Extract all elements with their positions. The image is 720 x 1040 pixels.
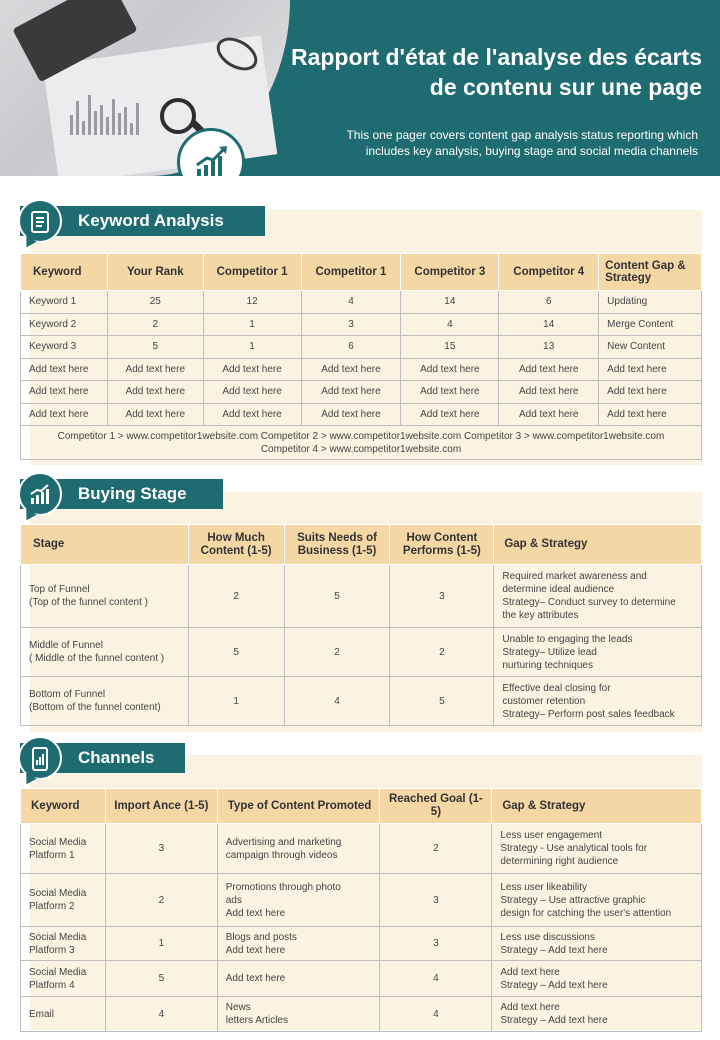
channels-section-header: Channels: [20, 743, 185, 773]
keyword-section-header: Keyword Analysis: [20, 206, 265, 236]
table-cell: 3: [390, 565, 494, 628]
header-banner: [0, 0, 720, 176]
table-cell: 3: [380, 927, 492, 961]
table-cell: Add text here: [499, 358, 599, 381]
table-cell: 3: [301, 313, 401, 336]
channel-cell: [21, 997, 106, 1032]
gap-cell: [492, 927, 702, 961]
gap-line: Effective deal closing for: [502, 682, 611, 694]
col-header: Type of Content Promoted: [217, 789, 380, 824]
footer-line: Competitor 4 > www.competitor1website.com: [260, 443, 462, 455]
type-line: campaign through videos: [225, 849, 338, 861]
table-cell: Add text here: [203, 358, 301, 381]
table-cell: Keyword 3: [21, 336, 108, 359]
table-row: [21, 927, 702, 961]
table-cell: Add text here: [499, 381, 599, 404]
channel-line: Platform 4: [29, 979, 75, 991]
buying-section-icon: [18, 472, 62, 516]
table-cell: 2: [107, 313, 203, 336]
gap-line: Strategy– Conduct survey to determine: [502, 597, 676, 608]
stage-cell: [21, 677, 189, 726]
table-cell: 2: [188, 565, 284, 628]
growth-chart-icon: [29, 483, 51, 505]
col-header: Suits Needs of Business (1-5): [284, 525, 390, 565]
gap-cell: [492, 997, 702, 1032]
table-cell: 5: [107, 336, 203, 359]
table-cell: 15: [401, 336, 499, 359]
gap-line: Strategy – Add text here: [500, 979, 608, 991]
keyword-table-header: [21, 254, 702, 291]
table-cell: Add text here: [21, 403, 108, 426]
checklist-icon: [29, 210, 51, 234]
stage-name: Top of Funnel: [29, 584, 90, 595]
table-row: [21, 824, 702, 874]
type-line: letters Articles: [225, 1015, 288, 1026]
channel-line: Social Media: [29, 966, 87, 978]
type-line: Advertising and marketing: [225, 836, 342, 848]
col-header: Competitor 1: [301, 254, 401, 291]
gap-line: Less user engagement: [500, 830, 603, 841]
competitor-footer: [21, 426, 702, 460]
table-cell: 2: [390, 628, 494, 677]
table-cell: 4: [380, 961, 492, 997]
stage-desc: (Bottom of the funnel content): [29, 702, 161, 713]
gap-line: Strategy - Use analytical tools for: [500, 843, 648, 854]
channel-line: Platform 3: [29, 944, 75, 956]
col-header: Import Ance (1-5): [105, 789, 217, 824]
table-cell: Add text here: [401, 358, 499, 381]
gap-line: design for catching the user's attention: [500, 907, 672, 919]
table-cell: Add text here: [401, 403, 499, 426]
gap-cell: [492, 824, 702, 874]
table-cell: 12: [203, 291, 301, 314]
buying-table-header: [21, 525, 702, 565]
table-cell: Add text here: [21, 381, 108, 404]
footer-line: Competitor 1 > www.competitor1website.com Competitor 2 > www.competitor1website.com Competitor 3 > www.competitor1website.com: [57, 430, 665, 442]
table-cell: Add text here: [107, 403, 203, 426]
type-cell: [217, 874, 380, 927]
channel-cell: [21, 927, 106, 961]
col-header: Reached Goal (1-5): [380, 789, 492, 824]
gap-cell: [494, 565, 702, 628]
table-cell: 13: [499, 336, 599, 359]
gap-line: nurturing techniques: [502, 659, 593, 671]
col-header: Your Rank: [107, 254, 203, 291]
table-cell: 6: [301, 336, 401, 359]
competitor-footer-row: [21, 426, 702, 460]
gap-line: Add text here: [500, 1002, 560, 1013]
channel-line: Platform 1: [29, 849, 75, 861]
stage-cell: [21, 628, 189, 677]
type-line: ads: [225, 894, 242, 906]
table-cell: Updating: [599, 291, 702, 314]
channels-table: [20, 788, 702, 1032]
channel-line: Email: [29, 1008, 55, 1020]
mobile-chart-icon: [29, 747, 51, 771]
channels-table-header: [21, 789, 702, 824]
col-header: Keyword: [21, 789, 106, 824]
table-cell: 1: [203, 336, 301, 359]
gap-line: Required market awareness and: [502, 571, 647, 582]
buying-stage-table: [20, 524, 702, 726]
table-cell: 4: [284, 677, 390, 726]
table-row: [21, 403, 702, 426]
channel-line: Social Media: [29, 888, 87, 899]
gap-line: determining right audience: [500, 856, 619, 867]
gap-line: Less use discussions: [500, 931, 595, 943]
table-cell: Add text here: [107, 358, 203, 381]
type-line: News: [225, 1002, 251, 1013]
table-cell: 3: [105, 824, 217, 874]
table-row: [21, 628, 702, 677]
header-photo: [0, 0, 290, 176]
table-row: [21, 381, 702, 404]
table-cell: 1: [105, 927, 217, 961]
type-line: Blogs and posts: [225, 931, 297, 943]
channel-line: Platform 2: [29, 901, 75, 912]
table-cell: 1: [203, 313, 301, 336]
table-cell: 5: [188, 628, 284, 677]
table-cell: Add text here: [21, 358, 108, 381]
col-header: Competitor 4: [499, 254, 599, 291]
col-header: Gap & Strategy: [492, 789, 702, 824]
table-cell: 4: [301, 291, 401, 314]
gap-cell: [494, 677, 702, 726]
table-cell: Merge Content: [599, 313, 702, 336]
table-row: [21, 961, 702, 997]
table-cell: 6: [499, 291, 599, 314]
col-header: How Content Performs (1-5): [390, 525, 494, 565]
table-row: [21, 336, 702, 359]
table-row: [21, 358, 702, 381]
page-title: Rapport d'état de l'analyse des écarts de contenu sur une page: [290, 44, 702, 100]
stage-name: Middle of Funnel: [29, 640, 103, 651]
buying-section-header: Buying Stage: [20, 479, 223, 509]
table-cell: Keyword 1: [21, 291, 108, 314]
col-header: Gap & Strategy: [494, 525, 702, 565]
stage-name: Bottom of Funnel: [29, 689, 106, 700]
table-cell: Add text here: [107, 381, 203, 404]
type-cell: [217, 927, 380, 961]
table-cell: 2: [105, 874, 217, 927]
gap-line: customer retention: [502, 695, 586, 707]
type-line: Add text here: [225, 944, 286, 956]
table-row: [21, 874, 702, 927]
channel-line: Social Media: [29, 931, 87, 943]
page-subtitle: This one pager covers content gap analysis status reporting which includes key analysis, buying stage and social media channels: [346, 128, 698, 158]
keyword-section-icon: [18, 199, 62, 243]
table-cell: 14: [401, 291, 499, 314]
gap-cell: [492, 961, 702, 997]
table-row: [21, 291, 702, 314]
table-cell: Add text here: [401, 381, 499, 404]
table-cell: Add text here: [301, 403, 401, 426]
type-cell: [217, 824, 380, 874]
table-cell: 4: [105, 997, 217, 1032]
gap-line: Strategy – Add text here: [500, 1015, 608, 1026]
type-cell: [217, 997, 380, 1032]
stage-desc: ( Middle of the funnel content ): [29, 653, 165, 664]
gap-line: Less user likeability: [500, 881, 588, 893]
table-row: [21, 313, 702, 336]
col-header: Keyword: [21, 254, 108, 291]
table-cell: 5: [284, 565, 390, 628]
table-cell: Add text here: [203, 403, 301, 426]
channel-cell: [21, 961, 106, 997]
table-cell: Add text here: [599, 381, 702, 404]
channel-cell: [21, 874, 106, 927]
gap-line: the key attributes: [502, 610, 579, 621]
table-cell: Add text here: [599, 358, 702, 381]
gap-cell: [492, 874, 702, 927]
col-header: Competitor 1: [203, 254, 301, 291]
table-cell: Add text here: [599, 403, 702, 426]
type-line: Add text here: [225, 907, 286, 919]
gap-line: Add text here: [500, 966, 560, 978]
table-cell: Add text here: [301, 358, 401, 381]
table-cell: Keyword 2: [21, 313, 108, 336]
table-cell: 3: [380, 874, 492, 927]
channel-cell: [21, 824, 106, 874]
magnifier-icon: [160, 98, 196, 134]
growth-chart-icon: [195, 145, 229, 176]
stage-cell: [21, 565, 189, 628]
table-cell: 14: [499, 313, 599, 336]
keyword-table: [20, 253, 702, 460]
type-line: Add text here: [225, 973, 286, 984]
table-cell: Add text here: [203, 381, 301, 404]
table-cell: 1: [188, 677, 284, 726]
col-header: Content Gap & Strategy: [599, 254, 702, 291]
table-cell: 4: [401, 313, 499, 336]
channels-section-icon: [18, 736, 62, 780]
gap-line: determine ideal audience: [502, 584, 615, 595]
table-row: [21, 677, 702, 726]
type-line: Promotions through photo: [225, 881, 341, 893]
table-cell: 5: [390, 677, 494, 726]
table-cell: Add text here: [301, 381, 401, 404]
gap-line: Unable to engaging the leads: [502, 633, 633, 645]
table-cell: Add text here: [499, 403, 599, 426]
channel-line: Social Media: [29, 836, 87, 848]
gap-cell: [494, 628, 702, 677]
col-header: Stage: [21, 525, 189, 565]
table-cell: 5: [105, 961, 217, 997]
type-cell: [217, 961, 380, 997]
table-cell: 2: [284, 628, 390, 677]
table-cell: New Content: [599, 336, 702, 359]
gap-line: Strategy– Utilize lead: [502, 646, 597, 658]
table-cell: 25: [107, 291, 203, 314]
table-row: [21, 997, 702, 1032]
gap-line: Strategy – Use attractive graphic: [500, 894, 646, 906]
table-cell: 4: [380, 997, 492, 1032]
col-header: How Much Content (1-5): [188, 525, 284, 565]
gap-line: Strategy – Add text here: [500, 944, 608, 956]
stage-desc: (Top of the funnel content ): [29, 597, 148, 608]
col-header: Competitor 3: [401, 254, 499, 291]
table-cell: 2: [380, 824, 492, 874]
table-row: [21, 565, 702, 628]
gap-line: Strategy– Perform post sales feedback: [502, 708, 675, 720]
